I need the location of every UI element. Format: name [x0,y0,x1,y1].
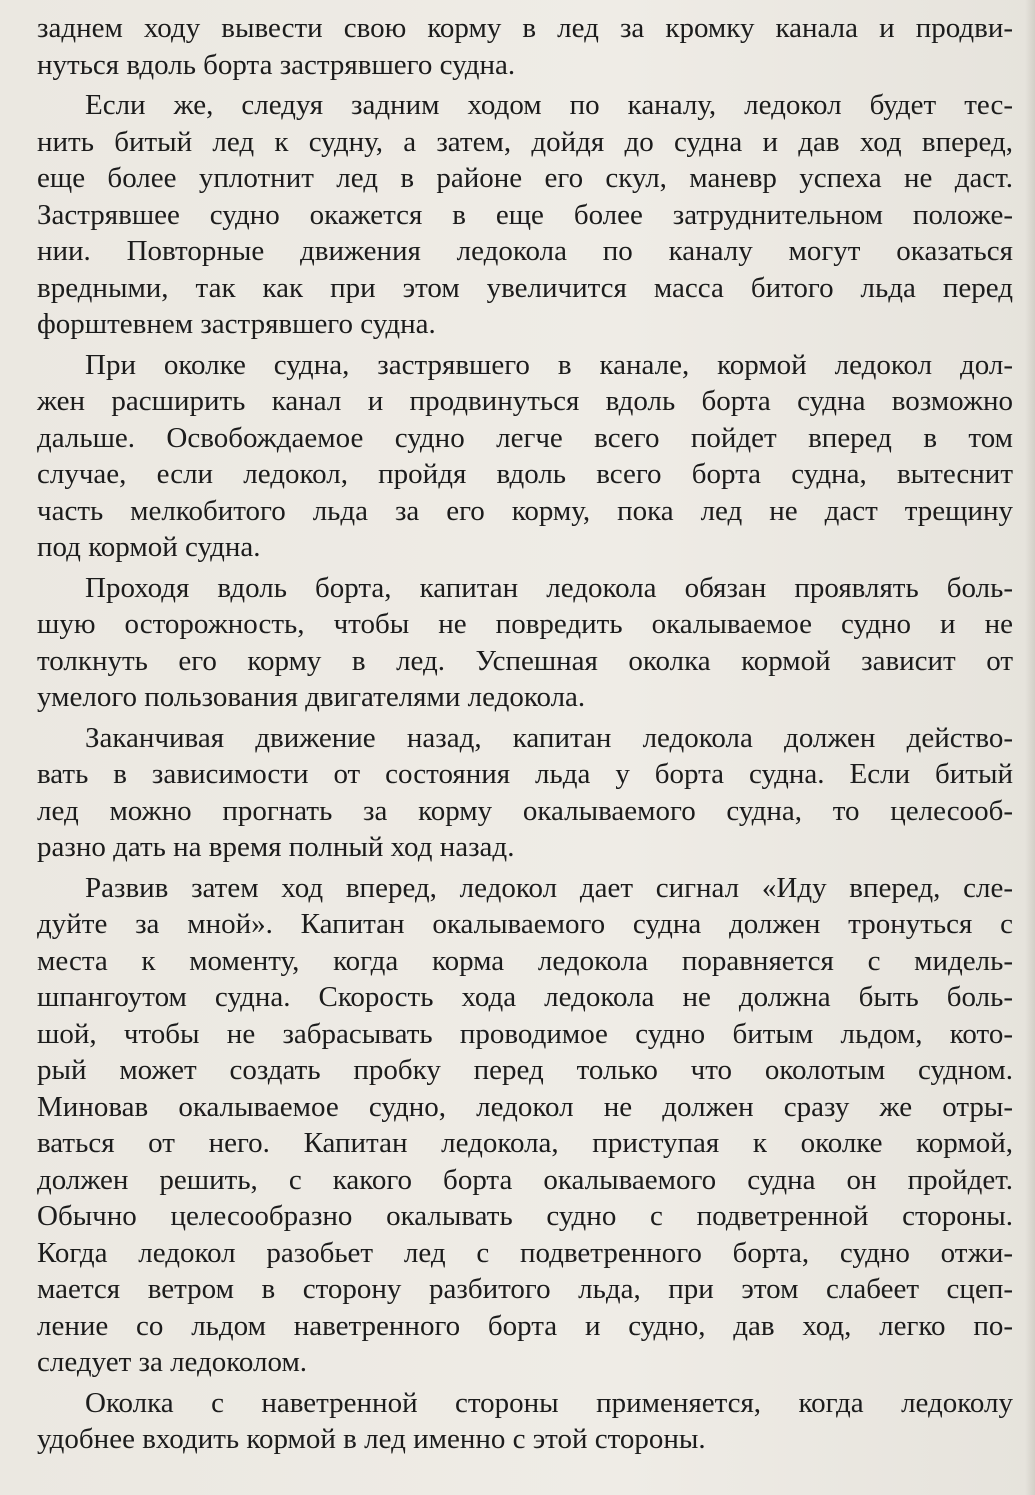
text-line: шпангоутом судна. Скорость хода ледокола не должна быть боль- [37,981,1013,1013]
paragraph [37,870,1013,1381]
text-line: шой, чтобы не забрасывать проводимое судно битым льдом, кото- [37,1017,1013,1050]
text-line: Миновав окалываемое судно, ледокол не должен сразу же отры- [37,1090,1013,1123]
text-line: нить битый лед к судну, а затем, дойдя до судна и дав ход вперед, [37,125,1013,158]
text-line: умелого пользования двигателями ледокола. [37,681,586,713]
text-line: вредными, так как при этом увеличится масса битого льда перед [37,271,1013,304]
text-line: вать в зависимости от состояния льда у борта судна. Если битый [37,758,1013,790]
text-line: форштевнем застрявшего судна. [37,308,436,340]
text-line: Когда ледокол разобьет лед с подветренного борта, судно отжи- [37,1236,1013,1269]
text-line: заднем ходу вывести свою корму в лед за кромку канала и продви- [37,12,1013,44]
paragraph [37,720,1013,866]
paragraph [37,570,1013,716]
text-line: дальше. Освобождаемое судно легче всего пойдет вперед в том [37,421,1013,454]
paragraph [37,347,1013,566]
text-line: шую осторожность, чтобы не повредить окалываемое судно и не [37,608,1013,640]
text-line: нуться вдоль борта застрявшего судна. [37,48,516,81]
paragraph [37,87,1013,343]
text-line: толкнуть его корму в лед. Успешная околка кормой зависит от [37,644,1013,677]
text-line: мается ветром в сторону разбитого льда, при этом слабеет сцеп- [37,1273,1013,1305]
text-line: дуйте за мной». Капитан окалываемого судна должен тронуться с [37,908,1013,940]
text-line: удобнее входить кормой в лед именно с этой стороны. [37,1423,706,1455]
text-line: места к моменту, когда корма ледокола поравняется с мидель- [37,944,1013,977]
text-line: Обычно целесообразно окалывать судно с подветренной стороны. [37,1200,1013,1232]
text-line: нии. Повторные движения ледокола по каналу могут оказаться [37,235,1013,267]
text-line: жен расширить канал и продвинуться вдоль борта судна возможно [37,385,1013,417]
paragraph [37,10,1013,83]
body-text [37,10,1013,1458]
text-line: ваться от него. Капитан ледокола, приступая к околке кормой, [37,1127,1013,1159]
text-line: еще более уплотнит лед в районе его скул, маневр успеха не даст. [37,162,1013,194]
text-line: Заканчивая движение назад, капитан ледокола должен действо- [85,721,1013,754]
page-edge-shadow [1025,0,1035,1495]
paragraph [37,1385,1013,1458]
text-line: Застрявшее судно окажется в еще более затруднительном положе- [37,198,1013,231]
text-line: должен решить, с какого борта окалываемого судна он пройдет. [37,1163,1013,1196]
text-line: разно дать на время полный ход назад. [37,831,515,863]
text-line: лед можно прогнать за корму окалываемого судна, то целесооб- [37,794,1013,827]
text-line: рый может создать пробку перед только что околотым судном. [37,1054,1013,1086]
text-line: следует за ледоколом. [37,1346,308,1378]
text-line: случае, если ледокол, пройдя вдоль всего борта судна, вытеснит [37,458,1013,490]
text-line: часть мелкобитого льда за его корму, пока лед не даст трещину [37,494,1013,527]
text-line: Околка с наветренной стороны применяется, когда ледоколу [85,1386,1013,1419]
text-line: Проходя вдоль борта, капитан ледокола обязан проявлять боль- [85,571,1013,604]
text-line: ление со льдом наветренного борта и судно, дав ход, легко по- [37,1309,1013,1342]
text-line: Развив затем ход вперед, ледокол дает сигнал «Иду вперед, сле- [85,871,1013,904]
text-line: Если же, следуя задним ходом по каналу, ледокол будет тес- [85,89,1013,121]
text-line: под кормой судна. [37,531,261,563]
text-line: При околке судна, застрявшего в канале, кормой ледокол дол- [85,348,1013,381]
